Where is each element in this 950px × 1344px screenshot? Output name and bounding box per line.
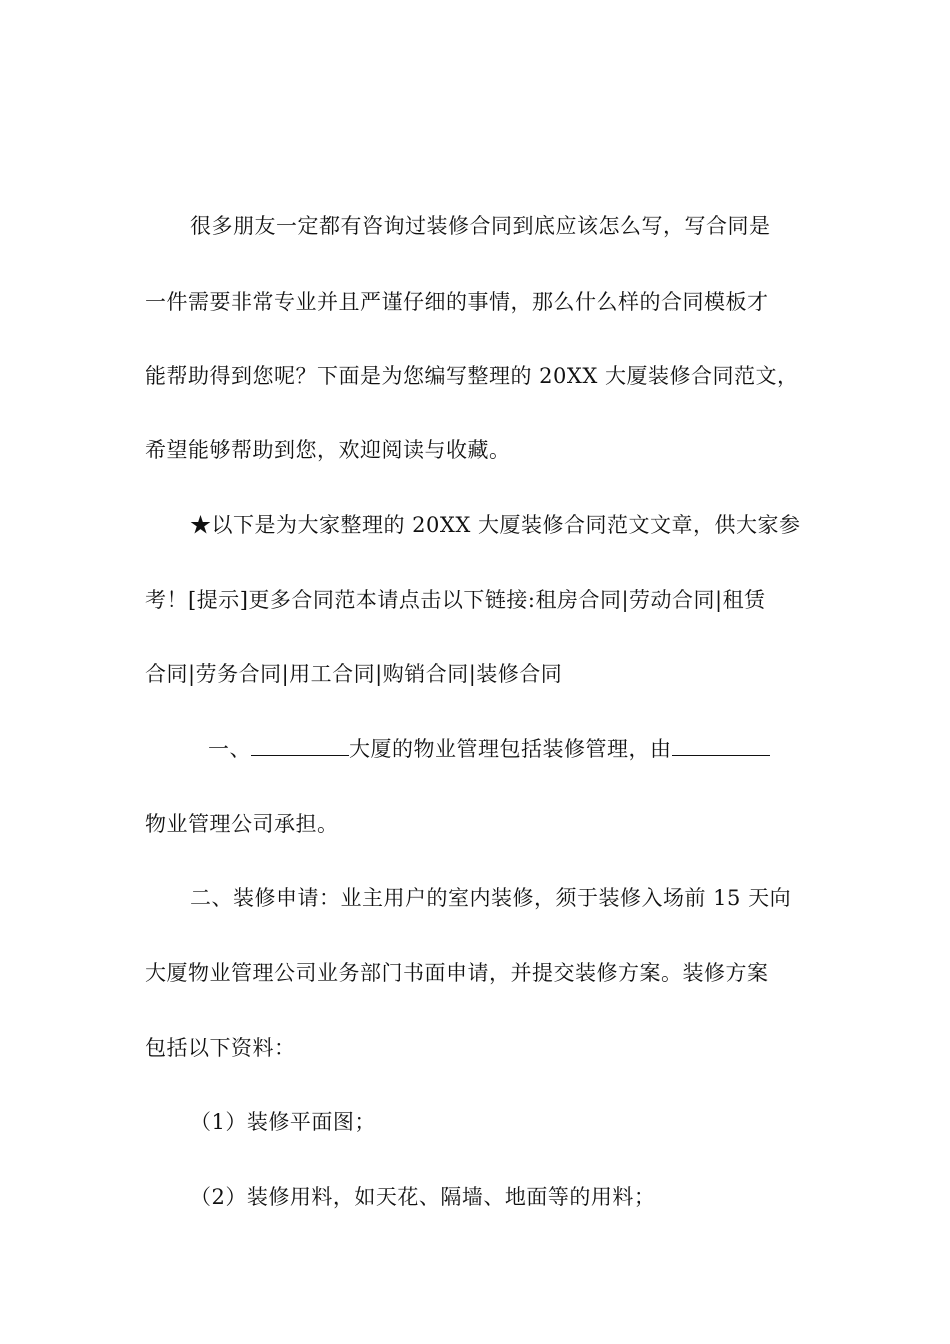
list-item-1: （1）装修平面图； xyxy=(190,1110,376,1134)
clause-1-text: 大厦的物业管理包括装修管理，由 xyxy=(349,737,672,761)
clause-2-line-1: 二、装修申请：业主用户的室内装修，须于装修入场前 15 天向 xyxy=(190,886,792,910)
clause-2-line-3: 包括以下资料： xyxy=(145,1036,296,1060)
intro-line-3: 能帮助得到您呢？下面是为您编写整理的 20XX 大厦装修合同范文， xyxy=(145,364,799,388)
list-item-2: （2）装修用料，如天花、隔墙、地面等的用料； xyxy=(190,1185,656,1209)
building-name-blank xyxy=(251,737,349,756)
intro-line-1: 很多朋友一定都有咨询过装修合同到底应该怎么写，写合同是 xyxy=(190,214,771,238)
intro-line-4: 希望能够帮助到您，欢迎阅读与收藏。 xyxy=(145,438,511,462)
notice-line-1: ★以下是为大家整理的 20XX 大厦装修合同范文文章，供大家参 xyxy=(190,513,801,537)
clause-1-line-1 xyxy=(208,735,770,763)
clause-2-line-2: 大厦物业管理公司业务部门书面申请，并提交装修方案。装修方案 xyxy=(145,961,769,985)
notice-line-3: 合同|劳务合同|用工合同|购销合同|装修合同 xyxy=(145,662,563,686)
clause-1-prefix: 一、 xyxy=(208,737,251,761)
intro-line-2: 一件需要非常专业并且严谨仔细的事情，那么什么样的合同模板才 xyxy=(145,290,769,314)
clause-1-line-2: 物业管理公司承担。 xyxy=(145,812,339,836)
notice-line-2: 考！[提示]更多合同范本请点击以下链接:租房合同|劳动合同|租赁 xyxy=(145,588,766,612)
company-name-blank xyxy=(672,737,770,756)
